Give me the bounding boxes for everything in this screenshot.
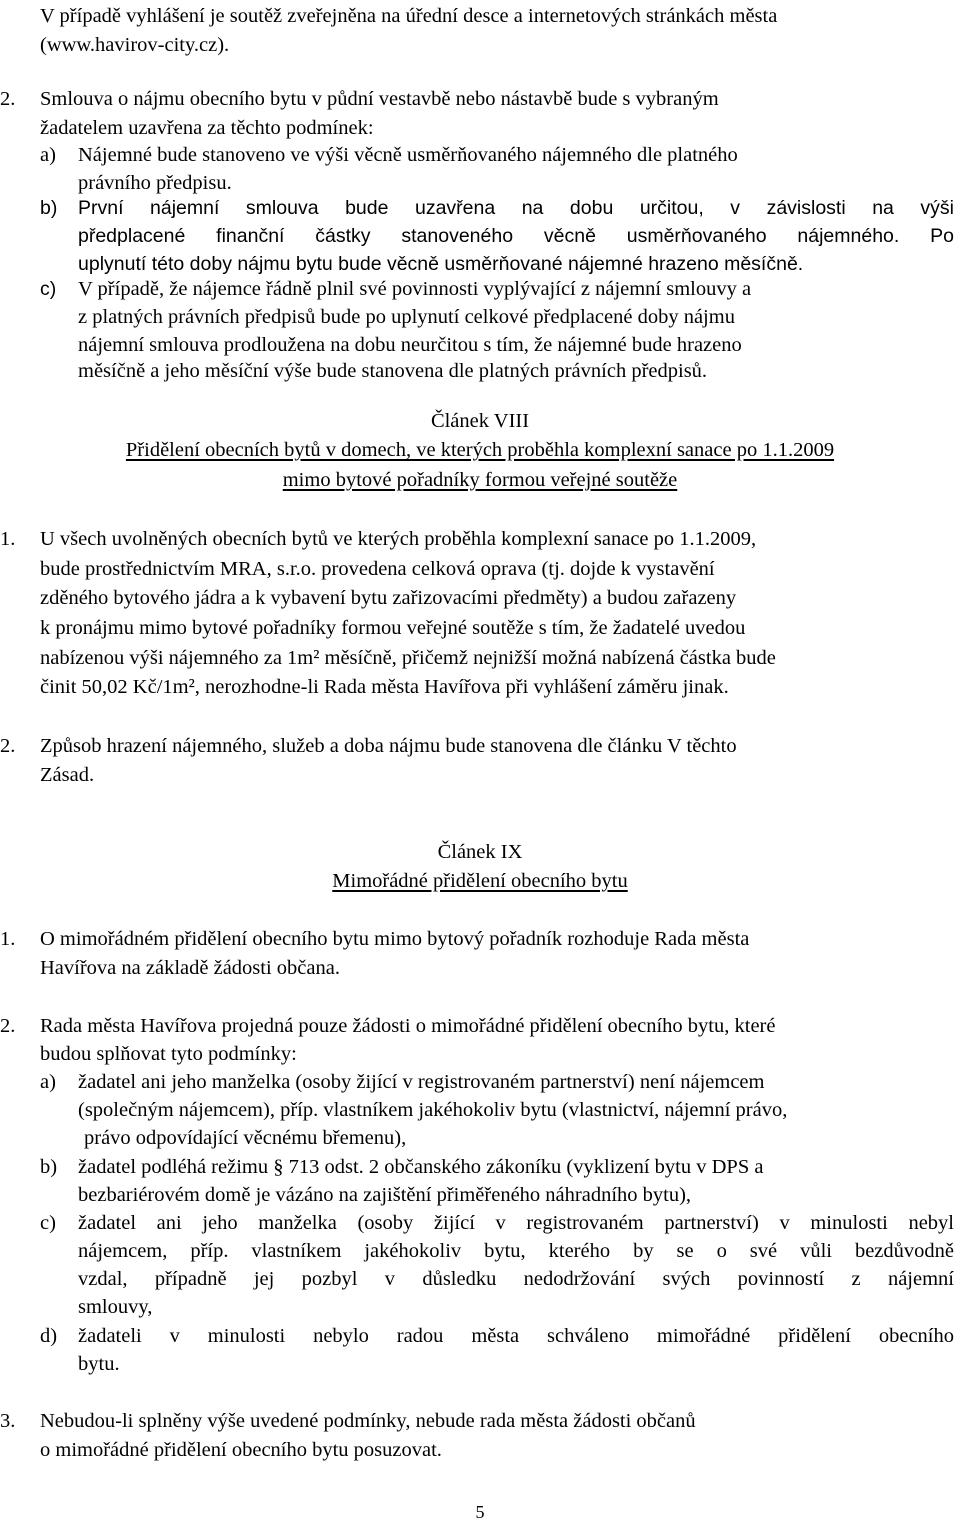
article-9-item-c-line-4: smlouvy, bbox=[78, 1296, 153, 1318]
intro-line-1: V případě vyhlášení je soutěž zveřejněna na úřední desce a internetových stránkách města bbox=[40, 5, 778, 27]
item-c-line-1: V případě, že nájemce řádně plnil své povinnosti vyplývající z nájemní smlouvy a bbox=[78, 278, 752, 300]
item-b-label: b) bbox=[40, 197, 58, 219]
article-9-p2-line-2: budou splňovat tyto podmínky: bbox=[40, 1043, 297, 1065]
article-8-p1-line-4: k pronájmu mimo bytové pořadníky formou veřejné soutěže s tím, že žadatelé uvedou bbox=[40, 617, 746, 639]
item-b-line-2: předplacené finanční částky stanoveného věcně usměrňovaného nájemného. Po bbox=[78, 225, 954, 247]
article-8-heading: Článek VIII bbox=[430, 410, 530, 432]
article-8-p1-number: 1. bbox=[0, 528, 16, 550]
article-9-p3-line-2: o mimořádné přidělení obecního bytu posuzovat. bbox=[40, 1439, 442, 1461]
article-8-p1-line-3: zděného bytového jádra a k vybavení bytu zařizovacími předměty) a budou zařazeny bbox=[40, 587, 737, 609]
article-9-p1-number: 1. bbox=[0, 928, 16, 950]
article-9-item-c-line-2: nájemcem, příp. vlastníkem jakéhokoliv bytu, kterého by se o své vůli bezdůvodně bbox=[78, 1240, 954, 1262]
item-c-line-2: z platných právních předpisů bude po uplynutí celkové předplacené doby nájmu bbox=[78, 306, 735, 328]
item-c-line-3: nájemní smlouva prodloužena na dobu neurčitou s tím, že nájemné bude hrazeno bbox=[78, 334, 742, 356]
item-b-line-3: uplynutí této doby nájmu bytu bude věcně usměrňované nájemné hrazeno měsíčně. bbox=[78, 253, 804, 275]
article-8-p2-line-1: Způsob hrazení nájemného, služeb a doba nájmu bude stanovena dle článku V těchto bbox=[40, 735, 737, 757]
article-9-item-a-label: a) bbox=[40, 1071, 56, 1093]
article-9-item-a-line-3: právo odpovídající věcnému břemenu), bbox=[84, 1127, 407, 1149]
article-8-p2-number: 2. bbox=[0, 735, 16, 757]
section-2-line-2: žadatelem uzavřena za těchto podmínek: bbox=[40, 117, 374, 139]
section-2-line-1: Smlouva o nájmu obecního bytu v půdní vestavbě nebo nástavbě bude s vybraným bbox=[40, 88, 719, 110]
article-9-item-c-line-1: žadatel ani jeho manželka (osoby žijící v registrovaném partnerství) v minulosti nebyl bbox=[78, 1212, 954, 1234]
article-9-item-c-label: c) bbox=[40, 1212, 56, 1234]
article-8-p1-line-2: bude prostřednictvím MRA, s.r.o. provedena celková oprava (tj. dojde k vystavění bbox=[40, 558, 715, 580]
article-9-item-d-label: d) bbox=[40, 1325, 58, 1347]
article-9-p3-number: 3. bbox=[0, 1410, 16, 1432]
article-9-item-b-label: b) bbox=[40, 1156, 58, 1178]
item-a-label: a) bbox=[40, 144, 56, 166]
article-8-p1-line-5: nabízenou výši nájemného za 1m² měsíčně, přičemž nejnižší možná nabízená částka bude bbox=[40, 647, 776, 669]
article-8-title-line-2: mimo bytové pořadníky formou veřejné soutěže bbox=[282, 469, 678, 491]
article-9-item-b-line-1: žadatel podléhá režimu § 713 odst. 2 občanského zákoníku (vyklizení bytu v DPS a bbox=[78, 1156, 764, 1178]
article-9-title: Mimořádné přidělení obecního bytu bbox=[332, 870, 628, 892]
article-9-item-a-line-1: žadatel ani jeho manželka (osoby žijící v registrovaném partnerství) není nájemcem bbox=[78, 1071, 765, 1093]
item-a-line-1: Nájemné bude stanoveno ve výši věcně usměrňovaného nájemného dle platného bbox=[78, 144, 738, 166]
article-9-p2-number: 2. bbox=[0, 1015, 16, 1037]
item-c-label: c) bbox=[40, 278, 57, 300]
article-8-p1-line-6: činit 50,02 Kč/1m², nerozhodne-li Rada města Havířova při vyhlášení záměru jinak. bbox=[40, 676, 729, 698]
article-9-p2-line-1: Rada města Havířova projedná pouze žádosti o mimořádné přidělení obecního bytu, které bbox=[40, 1015, 776, 1037]
section-2-number: 2. bbox=[0, 88, 16, 110]
article-9-item-a-line-2: (společným nájemcem), příp. vlastníkem jakéhokoliv bytu (vlastnictví, nájemní právo, bbox=[78, 1099, 788, 1121]
article-9-item-d-line-1: žadateli v minulosti nebylo radou města schváleno mimořádné přidělení obecního bbox=[78, 1325, 954, 1347]
item-b-line-1: První nájemní smlouva bude uzavřena na dobu určitou, v závislosti na výši bbox=[78, 197, 954, 219]
item-a-line-2: právního předpisu. bbox=[78, 172, 232, 194]
article-9-heading: Článek IX bbox=[437, 841, 523, 863]
article-8-p1-line-1: U všech uvolněných obecních bytů ve kterých proběhla komplexní sanace po 1.1.2009, bbox=[40, 528, 757, 550]
article-9-p3-line-1: Nebudou-li splněny výše uvedené podmínky, nebude rada města žádosti občanů bbox=[40, 1410, 696, 1432]
article-9-item-c-line-3: vzdal, případně jej pozbyl v důsledku nedodržování svých povinností z nájemní bbox=[78, 1268, 954, 1290]
item-c-line-4: měsíčně a jeho měsíční výše bude stanovena dle platných právních předpisů. bbox=[78, 360, 708, 382]
article-9-p1-line-1: O mimořádném přidělení obecního bytu mimo bytový pořadník rozhoduje Rada města bbox=[40, 928, 750, 950]
article-9-p1-line-2: Havířova na základě žádosti občana. bbox=[40, 957, 340, 979]
article-9-item-d-line-2: bytu. bbox=[78, 1353, 120, 1375]
intro-line-2: (www.havirov-city.cz). bbox=[40, 34, 230, 56]
article-9-item-b-line-2: bezbariérovém domě je vázáno na zajištění přiměřeného náhradního bytu), bbox=[78, 1184, 692, 1206]
article-8-title-line-1: Přidělení obecních bytů v domech, ve kterých proběhla komplexní sanace po 1.1.2009 bbox=[125, 439, 835, 461]
article-8-p2-line-2: Zásad. bbox=[40, 764, 95, 786]
page-number: 5 bbox=[475, 1502, 485, 1522]
